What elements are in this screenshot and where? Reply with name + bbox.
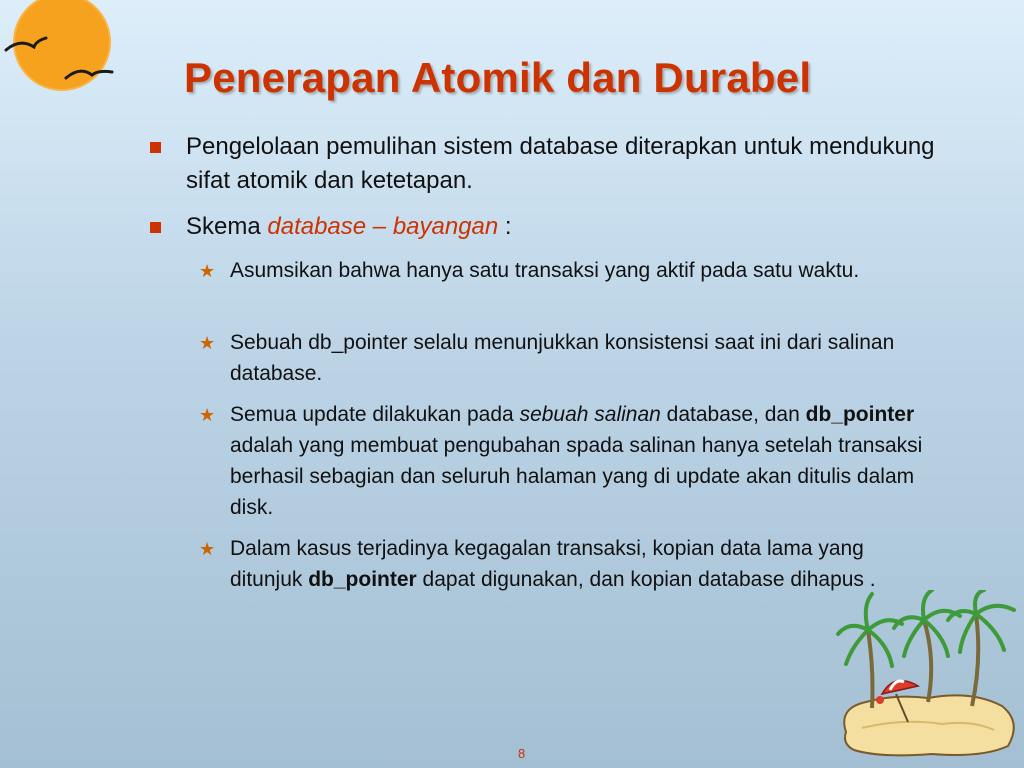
sub-bullet-text: Semua update dilakukan pada — [230, 403, 520, 426]
sub-bullet-item — [199, 255, 930, 286]
slide-title: Penerapan Atomik dan Durabel — [184, 54, 812, 101]
sub-bullet-item — [199, 533, 930, 595]
square-bullet-icon — [150, 142, 161, 153]
sub-bullet-text: Dalam kasus terjadinya kegagalan transaksi, kopian data lama yang ditunjuk — [230, 537, 864, 591]
star-bullet-icon: ★ — [199, 539, 216, 559]
star-bullet-icon: ★ — [199, 333, 216, 353]
bold-term: db_pointer — [308, 568, 417, 591]
bullet-item — [186, 130, 946, 198]
bullet-text: : — [498, 213, 512, 240]
emphasis-text: database – bayangan — [267, 213, 499, 240]
sub-bullet-item — [199, 327, 930, 389]
sub-bullet-item — [199, 399, 930, 523]
bullet-text: Skema — [186, 213, 268, 240]
star-bullet-icon: ★ — [199, 261, 216, 281]
page-number: 8 — [518, 746, 526, 761]
star-bullet-icon: ★ — [199, 405, 216, 425]
palm-island-umbrella-icon — [832, 590, 1024, 768]
sub-bullet-text: database, dan — [660, 403, 806, 426]
square-bullet-icon — [150, 222, 161, 233]
sub-bullet-text: adalah yang membuat pengubahan spada salinan hanya setelah transaksi berhasil sebagian dan seluruh halaman yang di update akan ditulis dalam disk. — [230, 434, 923, 519]
bullet-text: Pengelolaan pemulihan sistem database diterapkan untuk mendukung sifat atomik dan ketetapan. — [186, 133, 935, 194]
sub-bullet-text: dapat digunakan, dan kopian database dihapus . — [416, 568, 876, 591]
emphasis-text: sebuah salinan — [519, 403, 661, 426]
sub-bullet-text: Asumsikan bahwa hanya satu transaksi yang aktif pada satu waktu. — [230, 259, 860, 282]
sub-bullet-text: Sebuah db_pointer selalu menunjukkan konsistensi saat ini dari salinan database. — [230, 331, 895, 385]
bold-term: db_pointer — [805, 403, 915, 426]
bullet-item — [186, 210, 946, 244]
